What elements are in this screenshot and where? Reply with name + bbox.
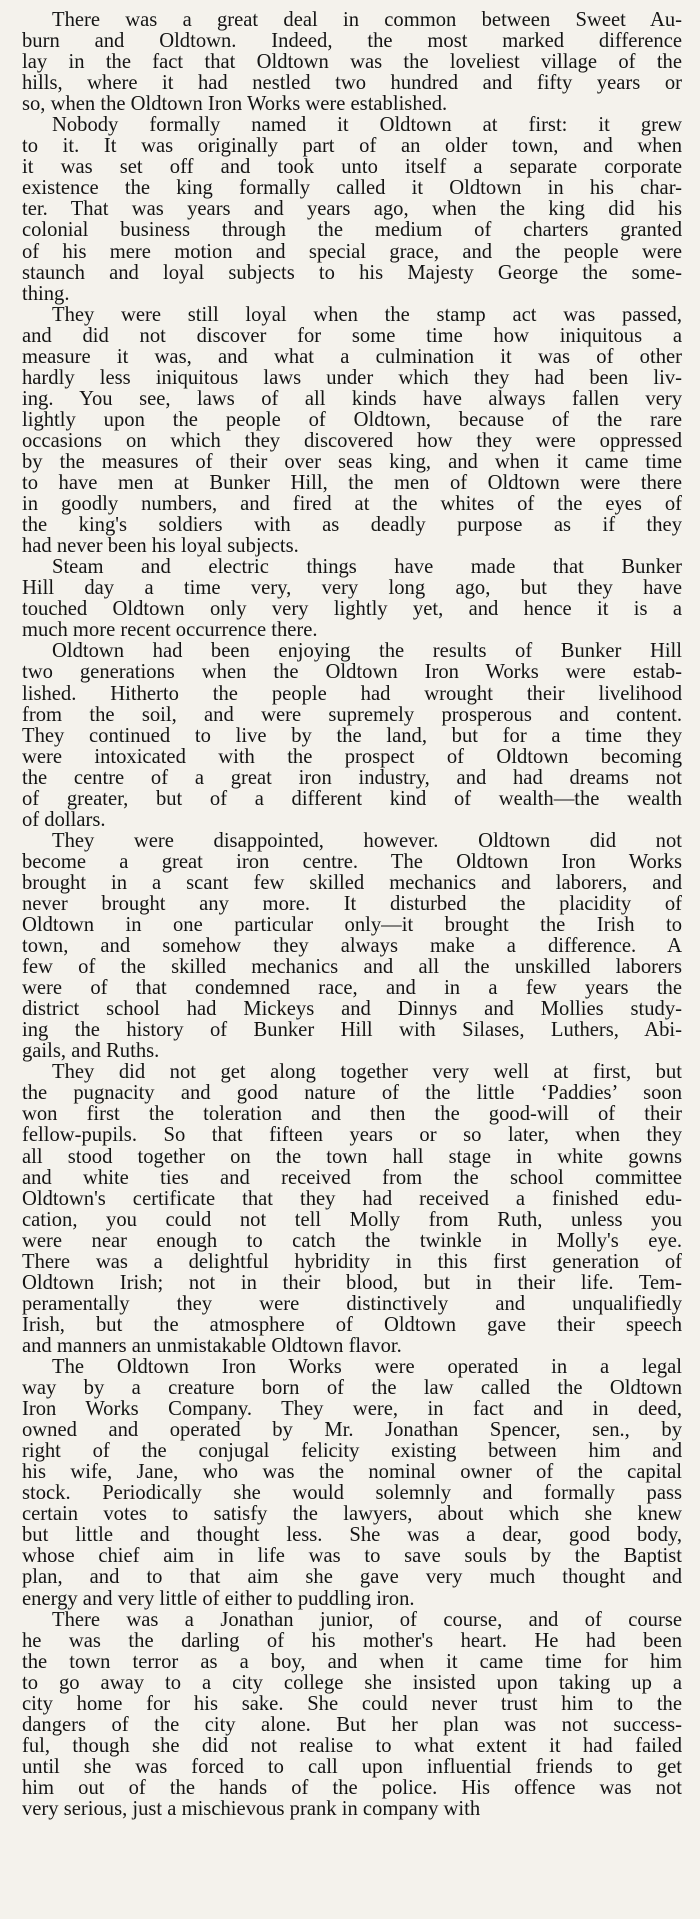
paragraph (22, 305, 682, 558)
paragraph (22, 1610, 682, 1820)
text-line: very serious, just a mischievous prank in company with (22, 1798, 481, 1820)
text-line: ing the history of Bunker Hill with Silases, Luthers, Abi- (22, 1020, 682, 1042)
text-line: few of the skilled mechanics and all the unskilled laborers (22, 957, 682, 979)
text-line: and did not discover for some time how iniquitous a (22, 325, 682, 347)
text-line: plan, and to that aim she gave very much thought and (22, 1567, 682, 1589)
text-line: certain votes to satisfy the lawyers, about which she knew (22, 1504, 682, 1526)
paragraph (22, 831, 682, 1063)
text-line: colonial business through the medium of charters granted (22, 220, 682, 242)
text-line: two generations when the Oldtown Iron Works were estab- (22, 662, 682, 684)
text-line: whose chief aim in life was to save souls by the Baptist (22, 1546, 682, 1568)
text-line: Oldtown Irish; not in their blood, but in their life. Tem- (22, 1272, 682, 1294)
text-line: dangers of the city alone. But her plan was not success- (22, 1714, 682, 1736)
text-line: of dollars. (22, 809, 106, 831)
text-line: Iron Works Company. They were, in fact and in deed, (22, 1399, 682, 1421)
text-line: thing. (22, 283, 70, 305)
text-line: Oldtown in one particular only—it brought the Irish to (22, 915, 682, 937)
text-line: hardly less iniquitous laws under which they had been liv- (22, 367, 682, 389)
text-line: so, when the Oldtown Iron Works were established. (22, 94, 448, 116)
paragraph (22, 557, 682, 641)
paragraph (22, 115, 682, 304)
article-text-column (22, 10, 682, 1820)
text-line: much more recent occurrence there. (22, 620, 318, 642)
text-line: There was a delightful hybridity in this first generation of (22, 1251, 682, 1273)
text-line: Nobody formally named it Oldtown at first: it grew (52, 115, 682, 137)
text-line: him out of the hands of the police. His offence was not (22, 1777, 682, 1799)
paragraph (22, 10, 682, 115)
text-line: the centre of a great iron industry, and had dreams not (22, 767, 682, 789)
text-line: owned and operated by Mr. Jonathan Spencer, sen., by (22, 1420, 682, 1442)
text-line: he was the darling of his mother's heart. He had been (22, 1630, 682, 1652)
paragraph (22, 1062, 682, 1357)
text-line: ful, though she did not realise to what extent it had failed (22, 1735, 682, 1757)
text-line: The Oldtown Iron Works were operated in a legal (52, 1357, 682, 1378)
text-line: They did not get along together very well at first, but (52, 1062, 682, 1084)
text-line: measure it was, and what a culmination it was of other (22, 346, 682, 368)
text-line: They continued to live by the land, but for a time they (22, 725, 682, 747)
text-line: to go away to a city college she insisted upon taking up a (22, 1672, 682, 1694)
text-line: brought in a scant few skilled mechanics and laborers, and (22, 872, 682, 894)
text-line: but little and thought less. She was a dear, good body, (22, 1525, 682, 1547)
text-line: right of the conjugal felicity existing between him and (22, 1441, 682, 1463)
text-line: ter. That was years and years ago, when the king did his (22, 199, 682, 221)
text-line: Steam and electric things have made that Bunker (52, 557, 682, 579)
text-line: ing. You see, laws of all kinds have always fallen very (22, 388, 682, 410)
text-line: stock. Periodically she would solemnly and formally pass (22, 1483, 682, 1505)
text-line: Hill day a time very, very long ago, but they have (22, 578, 682, 600)
paragraph (22, 641, 682, 830)
text-line: burn and Oldtown. Indeed, the most marked difference (22, 31, 682, 53)
text-line: district school had Mickeys and Dinnys and Mollies study- (22, 999, 682, 1021)
text-line: to have men at Bunker Hill, the men of Oldtown were there (22, 473, 682, 495)
text-line: Oldtown's certificate that they had received a finished edu- (22, 1188, 682, 1210)
text-line: hills, where it had nestled two hundred and fifty years or (22, 73, 682, 95)
text-line: the king's soldiers with as deadly purpose as if they (22, 515, 682, 537)
text-line: it was set off and took unto itself a separate corporate (22, 157, 682, 179)
text-line: won first the toleration and then the good-will of their (22, 1104, 682, 1126)
text-line: existence the king formally called it Oldtown in his char- (22, 178, 682, 200)
text-line: There was a great deal in common between Sweet Au- (52, 10, 682, 31)
text-line: never brought any more. It disturbed the placidity of (22, 893, 682, 915)
text-line: and manners an unmistakable Oldtown flavor. (22, 1335, 402, 1357)
text-line: energy and very little of either to puddling iron. (22, 1588, 415, 1610)
text-line: lightly upon the people of Oldtown, because of the rare (22, 409, 682, 431)
text-line: by the measures of their over seas king, and when it came time (22, 451, 682, 473)
text-line: of greater, but of a different kind of wealth—the wealth (22, 788, 682, 810)
text-line: touched Oldtown only very lightly yet, and hence it is a (22, 599, 682, 621)
text-line: the pugnacity and good nature of the little ‘Paddies’ soon (22, 1083, 682, 1105)
text-line: gails, and Ruths. (22, 1041, 160, 1063)
text-line: There was a Jonathan junior, of course, and of course (52, 1609, 682, 1631)
paragraph (22, 1357, 682, 1610)
text-line: were of that condemned race, and in a few years the (22, 978, 682, 1000)
text-line: city home for his sake. She could never trust him to the (22, 1693, 682, 1715)
text-line: in goodly numbers, and fired at the whites of the eyes of (22, 494, 682, 516)
text-line: occasions on which they discovered how they were oppressed (22, 430, 682, 452)
text-line: to it. It was originally part of an older town, and when (22, 136, 682, 158)
text-line: town, and somehow they always make a difference. A (22, 936, 682, 958)
text-line: lay in the fact that Oldtown was the loveliest village of the (22, 52, 682, 74)
text-line: lished. Hitherto the people had wrought their livelihood (22, 683, 682, 705)
text-line: way by a creature born of the law called the Oldtown (22, 1378, 682, 1400)
text-line: his wife, Jane, who was the nominal owner of the capital (22, 1462, 682, 1484)
text-line: They were disappointed, however. Oldtown did not (52, 830, 682, 852)
text-line: peramentally they were distinctively and unqualifiedly (22, 1293, 682, 1315)
text-line: all stood together on the town hall stage in white gowns (22, 1146, 682, 1168)
text-line: cation, you could not tell Molly from Ruth, unless you (22, 1209, 682, 1231)
text-line: They were still loyal when the stamp act was passed, (52, 304, 682, 326)
text-line: become a great iron centre. The Oldtown Iron Works (22, 851, 682, 873)
text-line: from the soil, and were supremely prosperous and content. (22, 704, 682, 726)
text-line: the town terror as a boy, and when it came time for him (22, 1651, 682, 1673)
text-line: had never been his loyal subjects. (22, 536, 299, 558)
text-line: Irish, but the atmosphere of Oldtown gave their speech (22, 1314, 682, 1336)
text-line: were intoxicated with the prospect of Oldtown becoming (22, 746, 682, 768)
text-line: and white ties and received from the school committee (22, 1167, 682, 1189)
text-line: fellow-pupils. So that fifteen years or so later, when they (22, 1125, 682, 1147)
text-line: until she was forced to call upon influential friends to get (22, 1756, 682, 1778)
text-line: staunch and loyal subjects to his Majesty George the some- (22, 262, 682, 284)
text-line: Oldtown had been enjoying the results of Bunker Hill (52, 641, 682, 663)
text-line: of his mere motion and special grace, and the people were (22, 241, 682, 263)
text-line: were near enough to catch the twinkle in Molly's eye. (22, 1230, 682, 1252)
